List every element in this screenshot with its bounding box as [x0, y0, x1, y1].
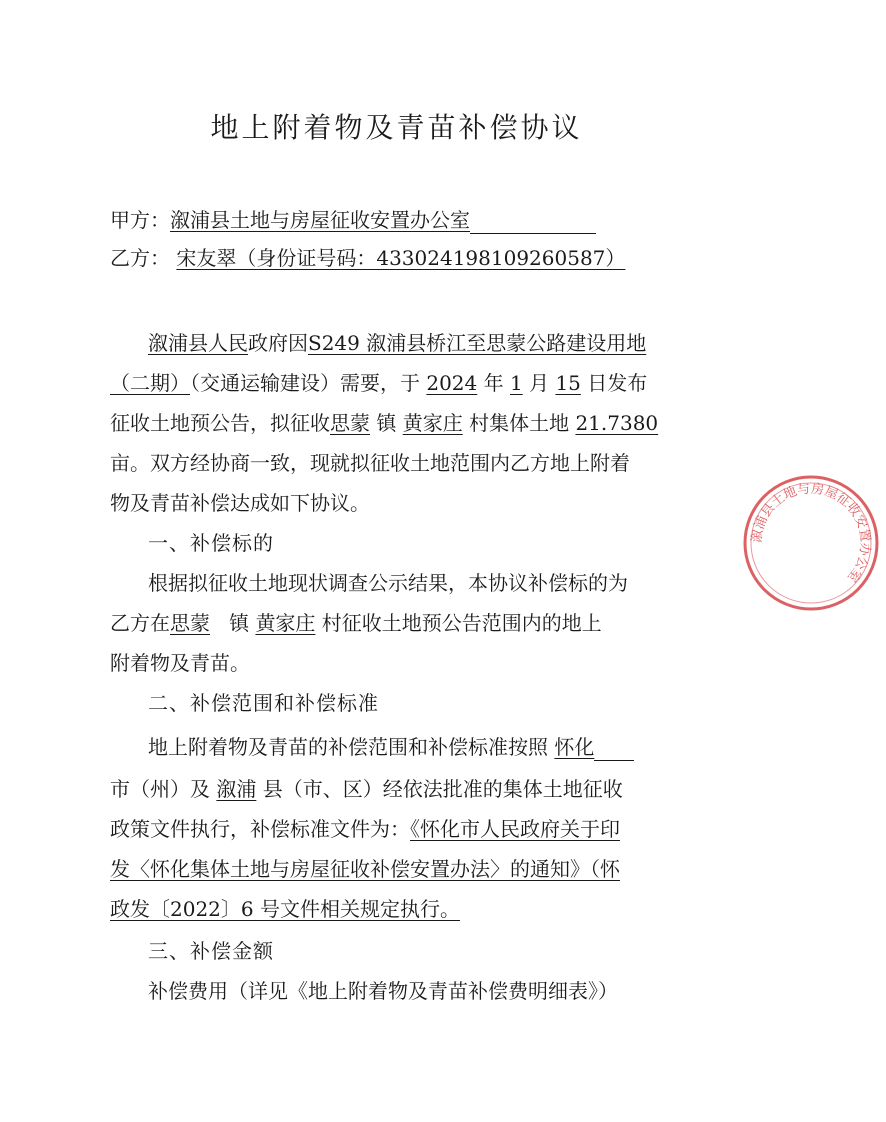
party-a-label: 甲方： [110, 208, 170, 232]
section-2-line-4 [110, 855, 620, 883]
seal-text: 溆浦县土地与房屋征收安置办公室 [749, 481, 873, 585]
intro-text: 日发布 [587, 371, 648, 395]
section-text: 镇 [229, 611, 250, 635]
standard-doc: 发〈怀化集体土地与房屋征收补偿安置办法〉的通知》（怀 [110, 857, 620, 881]
section-1-line-1: 根据拟征收土地现状调查公示结果，本协议补偿标的为 [148, 571, 628, 595]
land-area: 21.7380 [575, 411, 659, 435]
intro-text: 年 [483, 371, 504, 395]
project-name: S249 溆浦县桥江至思蒙公路建设用地 [308, 331, 647, 355]
standard-doc: 政发〔2022〕6 号文件相关规定执行。 [110, 897, 460, 921]
intro-text: 镇 [376, 411, 397, 435]
announce-month: 1 [509, 371, 523, 395]
party-a-line [110, 206, 596, 234]
intro-line-5: 物及青苗补偿达成如下协议。 [110, 491, 370, 515]
intro-line-1 [148, 329, 646, 357]
town-name: 思蒙 [330, 411, 370, 435]
county-name: 溆浦 [216, 777, 257, 801]
intro-text: 月 [529, 371, 550, 395]
section-text: 县（市、区）经依法批准的集体土地征收 [262, 777, 623, 801]
town-name: 思蒙 [170, 611, 210, 635]
intro-text: 村集体土地 [469, 411, 570, 435]
announce-year: 2024 [426, 371, 478, 395]
section-text: 地上附着物及青苗的补偿范围和补偿标准按照 [148, 735, 548, 759]
section-3-line-1: 补偿费用（详见《地上附着物及青苗补偿费明细表》） [148, 979, 618, 1003]
section-text: 市（州）及 [110, 777, 210, 801]
gov-name: 溆浦县人民 [148, 331, 248, 355]
section-1-heading: 一、补偿标的 [148, 531, 274, 555]
section-1-line-3: 附着物及青苗。 [110, 651, 250, 675]
section-2-line-3 [110, 815, 620, 843]
intro-text: （交通运输建设）需要，于 [190, 371, 420, 395]
section-text: 政策文件执行，补偿标准文件为： [110, 817, 410, 841]
project-phase: （二期） [110, 371, 190, 395]
official-seal-icon [736, 468, 886, 618]
intro-text: 征收土地预公告，拟征收 [110, 411, 330, 435]
intro-text: 政府因 [248, 331, 308, 355]
party-a-blank [470, 211, 596, 234]
section-2-line-2 [110, 775, 623, 803]
village-name: 黄家庄 [255, 611, 316, 635]
section-3-heading: 三、补偿金额 [148, 939, 274, 963]
intro-line-4: 亩。双方经协商一致，现就拟征收土地范围内乙方地上附着 [110, 451, 630, 475]
party-b-value: 宋友翠（身份证号码：433024198109260587） [176, 246, 626, 270]
document-title: 地上附着物及青苗补偿协议 [210, 111, 583, 144]
svg-text:溆浦县土地与房屋征收安置办公室 [750, 481, 874, 585]
city-blank [594, 738, 634, 761]
intro-line-3 [110, 409, 658, 437]
standard-doc: 《怀化市人民政府关于印 [410, 817, 620, 841]
section-2-line-5 [110, 895, 460, 923]
party-b-label: 乙方： [110, 246, 170, 270]
section-1-line-2 [110, 609, 602, 637]
section-2-line-1 [148, 733, 634, 761]
intro-line-2 [110, 369, 647, 397]
city-name: 怀化 [554, 735, 595, 759]
announce-day: 15 [555, 371, 581, 395]
party-a-value: 溆浦县土地与房屋征收安置办公室 [170, 208, 470, 232]
village-name: 黄家庄 [402, 411, 463, 435]
party-b-line [110, 244, 625, 272]
section-text: 乙方在 [110, 611, 170, 635]
section-text: 村征收土地预公告范围内的地上 [321, 611, 602, 635]
section-2-heading: 二、补偿范围和补偿标准 [148, 691, 379, 715]
